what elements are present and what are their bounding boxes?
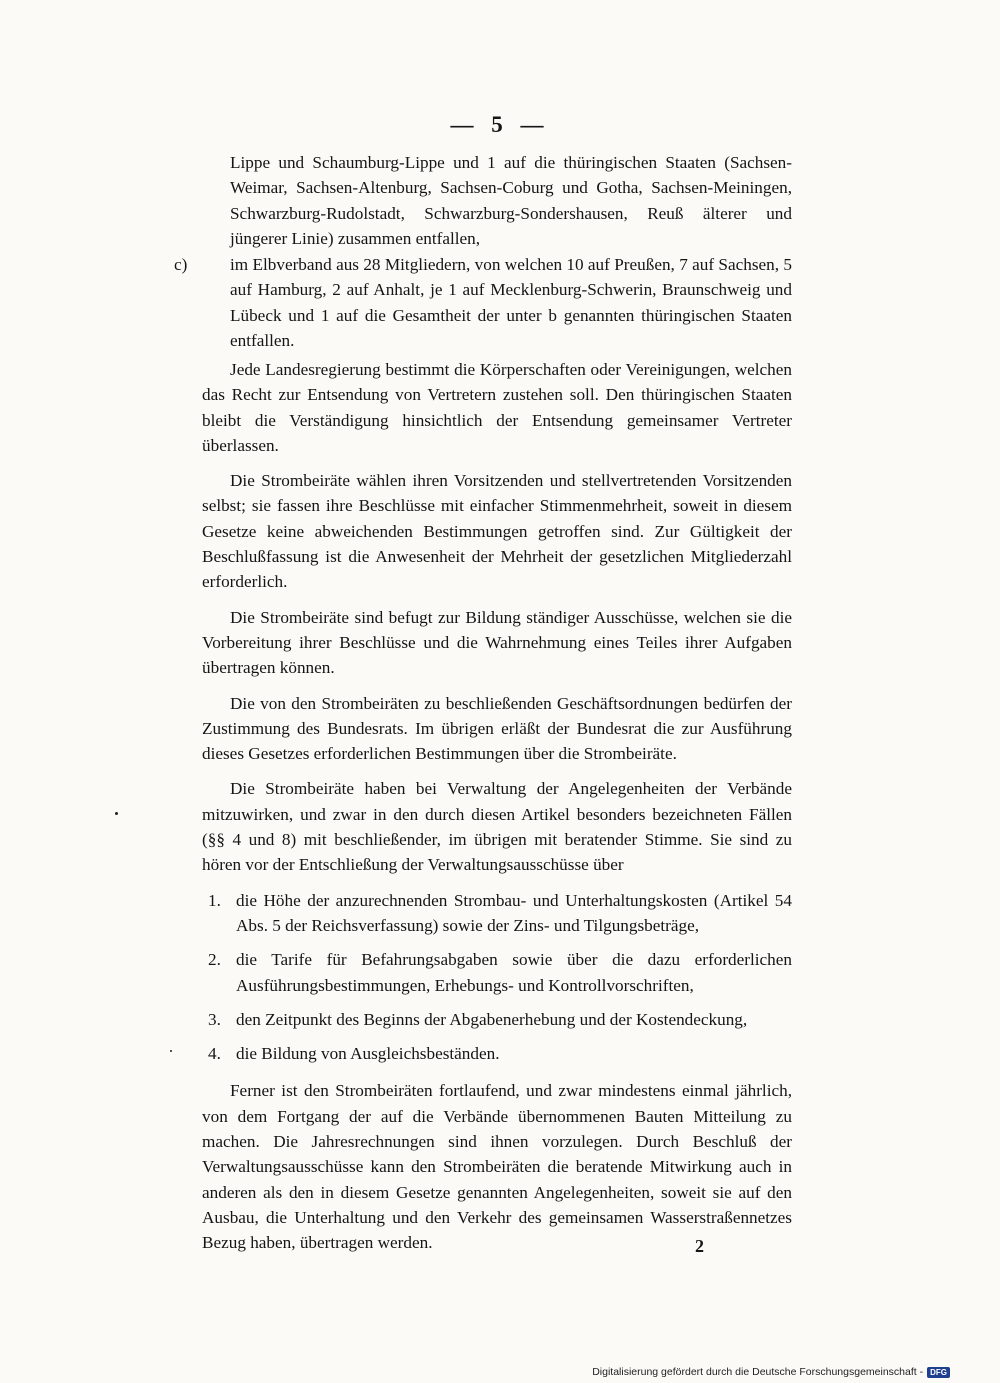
- list-text: die Tarife für Befahrungsabgaben sowie über die dazu erforderlichen Ausführungsbestimmungen, Erhebungs- und Kontrollvorschriften,: [236, 950, 792, 995]
- paragraph-2: Die Strombeiräte wählen ihren Vorsitzenden und stellvertretenden Vorsitzenden selbst; sie fassen ihre Beschlüsse mit einfacher Stimmenmehrheit, soweit in diesem Gesetze keine abweichenden Bestimmungen getroffen sind. Zur Gültigkeit der Beschlußfassung ist die Anwesenheit der Mehrheit der gesetzlichen Mitgliederzahl erforderlich.: [202, 471, 792, 592]
- list-text: die Höhe der anzurechnenden Strombau- und Unterhaltungskosten (Artikel 54 Abs. 5 der Reichsverfassung) sowie der Zins- und Tilgungsbeträge,: [236, 890, 792, 935]
- list-item-c-body: [174, 252, 792, 353]
- final-paragraph: Ferner ist den Strombeiräten fortlaufend, und zwar mindestens einmal jährlich, von dem Fortgang der auf die Verbände übernommenen Bauten Mitteilung zu machen. Die Jahresrechnungen sind ihnen vorzulegen. Durch Beschluß der Verwaltungsausschüsse kann den Strombeiräten die beratende Mitwirkung auch in anderen als den in diesem Gesetze genannten Angelegenheiten, soweit sie auf den Ausbau, die Unterhaltung und den Verkehr des gemeinsamen Wasserstraßennetzes Bezug haben, übertragen werden.: [202, 1081, 792, 1253]
- list-item-c: [174, 252, 792, 353]
- continuation-text: Lippe und Schaumburg-Lippe und 1 auf die thüringischen Staaten (Sachsen-Weimar, Sachsen-Altenburg, Sachsen-Coburg und Gotha, Sachsen-Meiningen, Schwarzburg-Rudolstadt, Schwarzburg-Sondershausen, Reuß älterer und jüngerer Linie) zusammen entfallen,: [230, 153, 792, 248]
- list-item-c-label: c): [174, 255, 188, 274]
- page-number: — 5 —: [450, 112, 550, 137]
- list-item: [208, 1041, 792, 1066]
- main-text: [202, 357, 792, 1266]
- numbered-list: [202, 888, 792, 1067]
- dfg-logo-icon: DFG: [927, 1367, 950, 1378]
- footer-credit: [592, 1366, 950, 1378]
- paragraph-1: Jede Landesregierung bestimmt die Körperschaften oder Vereinigungen, welchen das Recht zur Entsendung von Vertretern zustehen soll. Den thüringischen Staaten bleibt die Verständigung hinsichtlich der Entsendung gemeinsamer Vertreter überlassen.: [202, 360, 792, 455]
- paragraph-5: Die Strombeiräte haben bei Verwaltung der Angelegenheiten der Verbände mitzuwirken, und zwar in den durch diesen Artikel besonders bezeichneten Fällen (§§ 4 und 8) mit beschließender, im übrigen mit beratender Stimme. Sie sind zu hören vor der Entschließung der Verwaltungsausschüsse über: [202, 779, 792, 875]
- list-item-c-text: im Elbverband aus 28 Mitgliedern, von welchen 10 auf Preußen, 7 auf Sachsen, 5 auf Hamburg, 2 auf Anhalt, je 1 auf Mecklenburg-Schwerin, Braunschweig und Lübeck und 1 auf die Gesamtheit der unter b genannten thüringischen Staaten entfallen.: [230, 255, 792, 350]
- paragraph-4: Die von den Strombeiräten zu beschließenden Geschäftsordnungen bedürfen der Zustimmung des Bundesrats. Im übrigen erläßt der Bundesrat die zur Ausführung dieses Gesetzes erforderlichen Bestimmungen über die Strombeiräte.: [202, 693, 792, 764]
- list-text: die Bildung von Ausgleichsbeständen.: [236, 1044, 500, 1064]
- list-item: [208, 947, 792, 998]
- list-number: 4.: [208, 1044, 221, 1064]
- list-item: [208, 888, 792, 939]
- paragraph-3: Die Strombeiräte sind befugt zur Bildung ständiger Ausschüsse, welchen sie die Vorbereitung ihrer Beschlüsse und die Wahrnehmung eines Teiles ihrer Aufgaben übertragen können.: [202, 607, 792, 678]
- signature-mark: 2: [695, 1236, 704, 1256]
- list-number: 3.: [208, 1009, 221, 1029]
- list-text: den Zeitpunkt des Beginns der Abgabenerhebung und der Kostendeckung,: [236, 1009, 748, 1029]
- list-item: [208, 1007, 792, 1032]
- list-number: 2.: [208, 950, 221, 970]
- list-number: 1.: [208, 890, 221, 910]
- scan-speck: [115, 812, 118, 815]
- footer-credit-text: Digitalisierung gefördert durch die Deutsche Forschungsgemeinschaft -: [592, 1366, 924, 1378]
- scan-speck: [170, 1050, 172, 1052]
